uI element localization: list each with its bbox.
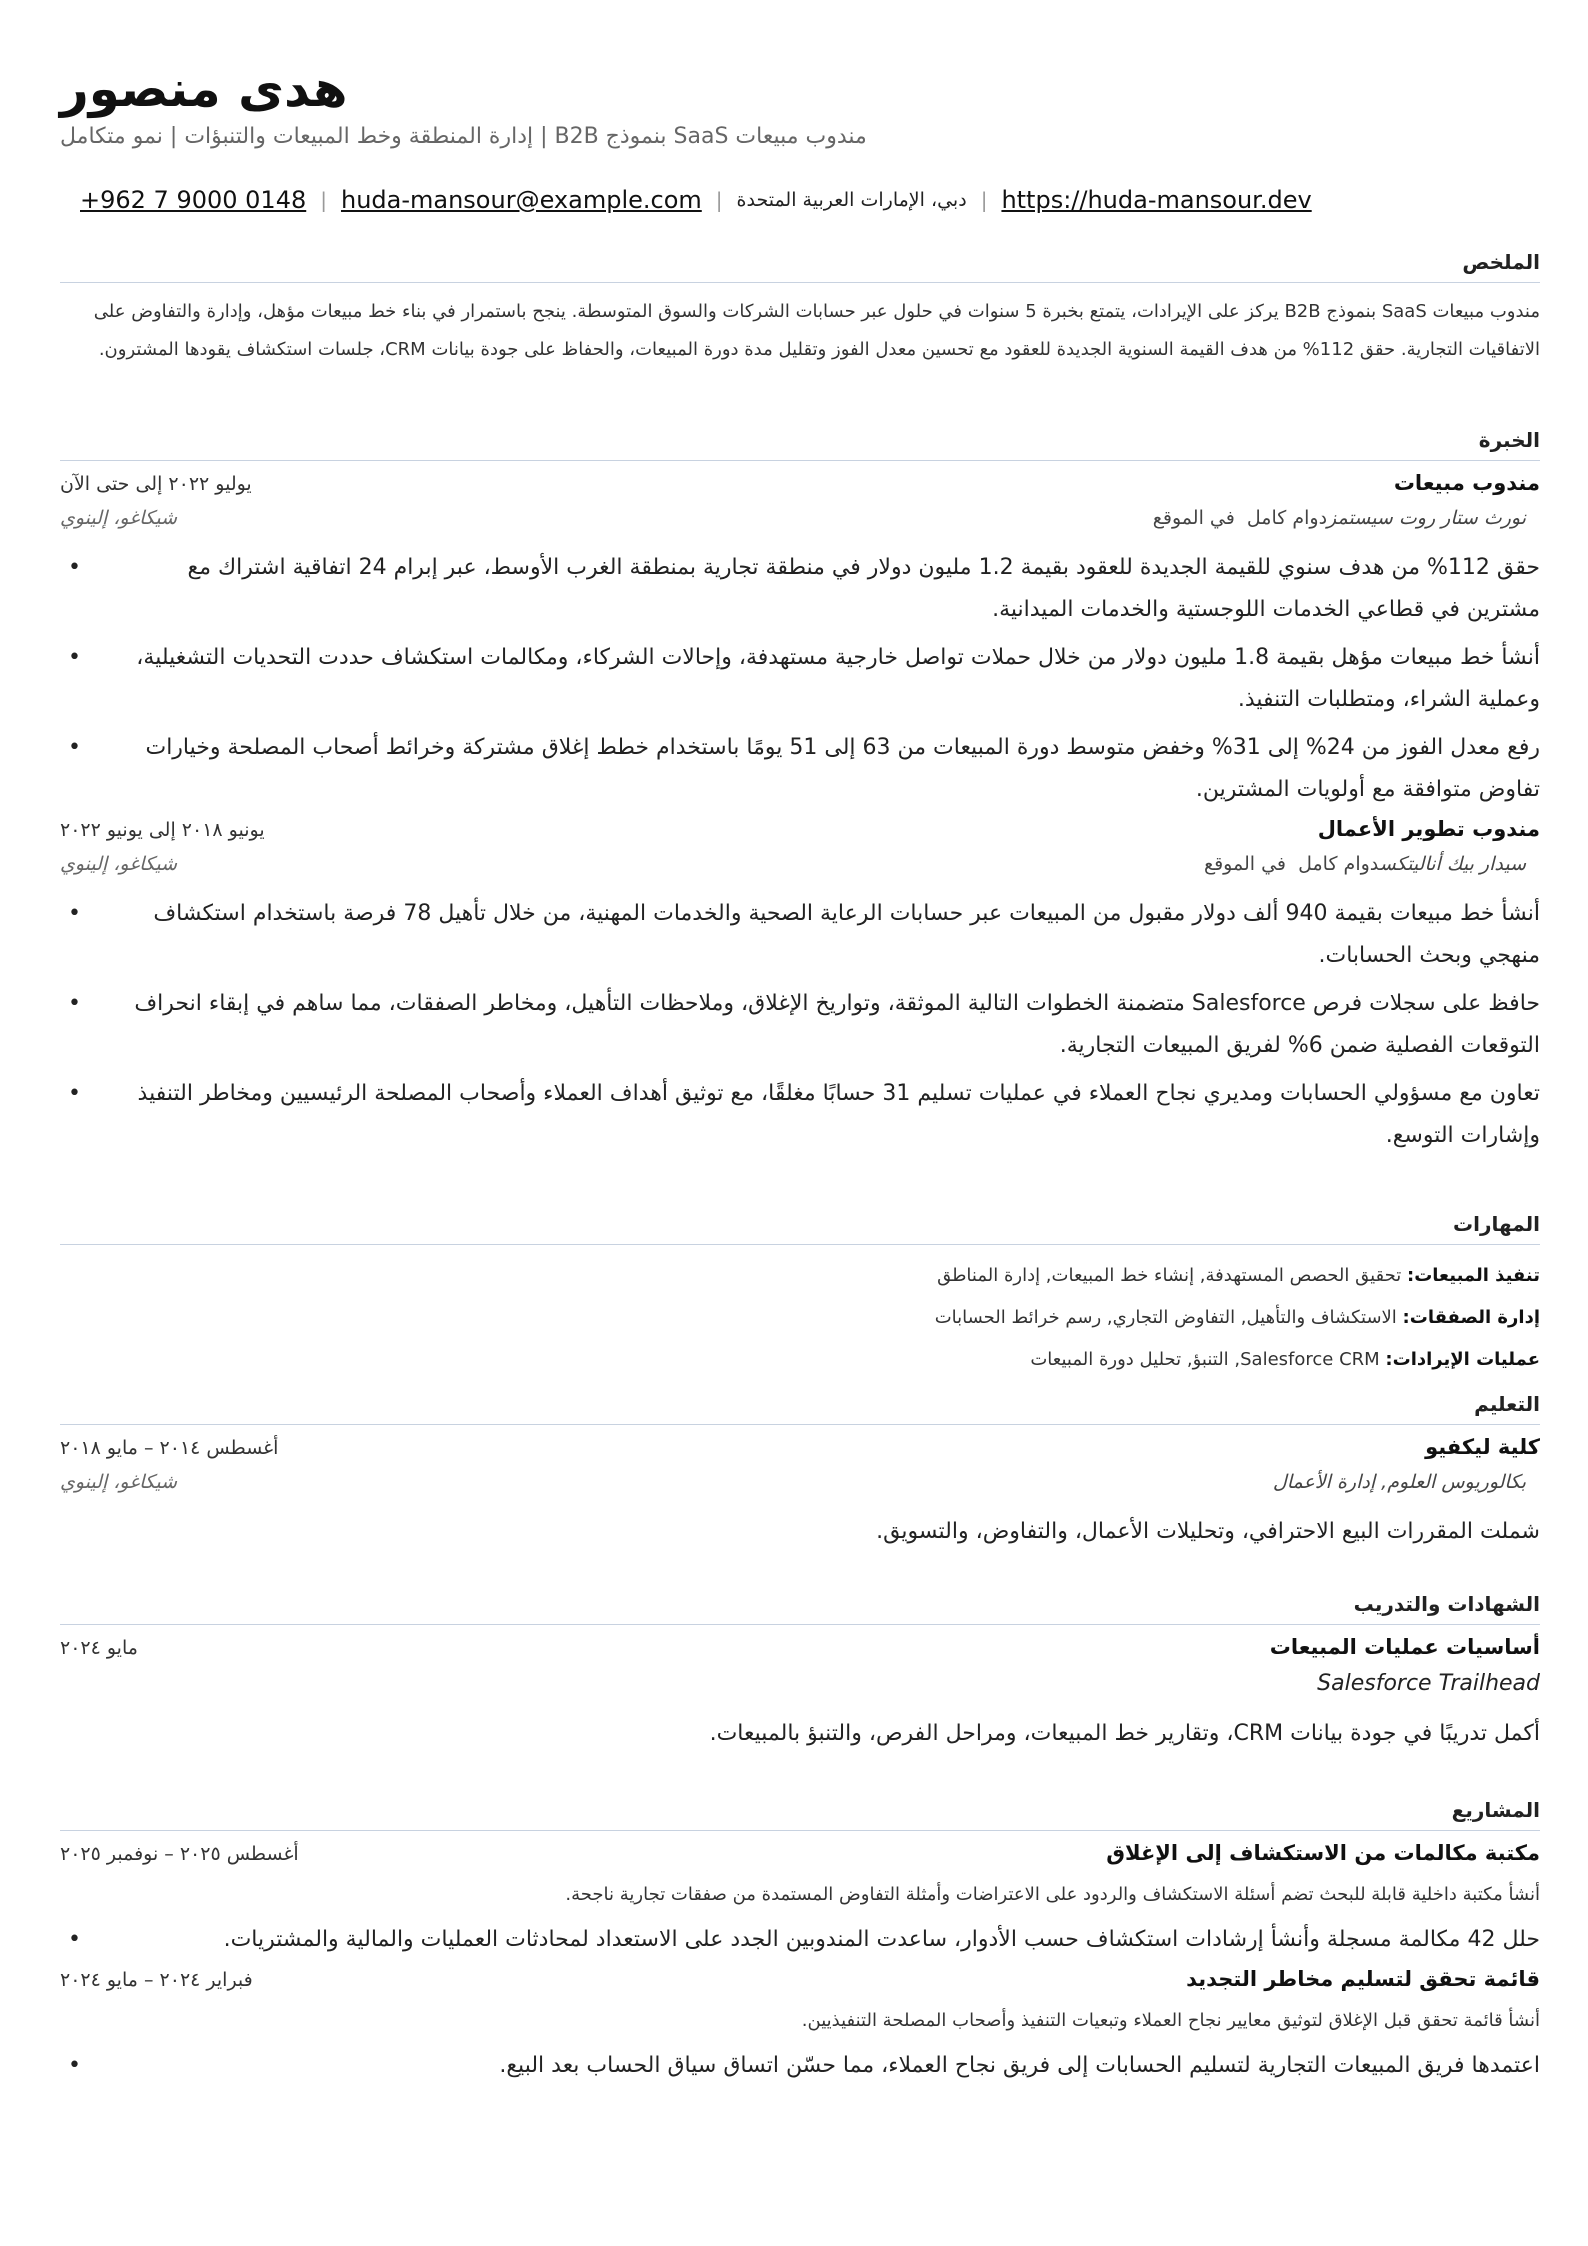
section-title: التعليم [60, 1392, 1540, 1425]
skill-value: Salesforce CRM, التنبؤ, تحليل دورة المبيعات [1030, 1349, 1380, 1370]
job-role: مندوب مبيعات [1393, 471, 1540, 495]
certification-note: أكمل تدريبًا في جودة بيانات CRM، وتقارير خط المبيعات، ومراحل الفرص، والتنبؤ بالمبيعات. [709, 1721, 1540, 1746]
location-text: دبي، الإمارات العربية المتحدة [736, 189, 967, 211]
section-title: الشهادات والتدريب [60, 1592, 1540, 1625]
phone-link[interactable]: +962 7 9000 0148 [80, 186, 307, 214]
job-type: دوام كامل [1298, 853, 1380, 875]
separator: | [980, 188, 988, 212]
email-link[interactable]: huda-mansour@example.com [340, 186, 702, 214]
skill-value: الاستكشاف والتأهيل, التفاوض التجاري, رسم خرائط الحسابات [934, 1307, 1397, 1328]
project-description: أنشأ مكتبة داخلية قابلة للبحث تضم أسئلة الاستكشاف والردود على الاعتراضات وأمثلة التفاوض المستمدة من صفقات تجارية ناجحة. [565, 1884, 1540, 1905]
job-role: مندوب تطوير الأعمال [1317, 817, 1540, 841]
job-date: يوليو ٢٠٢٢ إلى حتى الآن [60, 473, 252, 495]
project-description: أنشأ قائمة تحقق قبل الإغلاق لتوثيق معايير نجاح العملاء وتبعيات التنفيذ وأصحاب المصلحة التنفيذيين. [801, 2010, 1540, 2031]
list-item: • حافظ على سجلات فرص Salesforce متضمنة الخطوات التالية الموثقة، وتواريخ الإغلاق، وملاحظات التأهيل، ومخاطر الصفقات، مما ساهم في إبقاء انحراف التوقعات الفصلية ضمن 6% لفريق المبيعات التجارية. [60, 983, 1540, 1067]
list-item: • أنشأ خط مبيعات مؤهل بقيمة 1.8 مليون دولار من خلال حملات تواصل خارجية مستهدفة، وإحالات الشركاء، ومكالمات استكشاف حددت التحديات التشغيلية، وعملية الشراء، ومتطلبات التنفيذ. [60, 637, 1540, 721]
school-name: كلية ليكفيو [1425, 1435, 1540, 1459]
website-link[interactable]: https://huda-mansour.dev [1001, 186, 1312, 214]
project-date: فبراير ٢٠٢٤ – مايو ٢٠٢٤ [60, 1969, 253, 1991]
separator: | [715, 188, 723, 212]
job-location: شيكاغو، إلينوي [60, 853, 178, 875]
education-note: شملت المقررات البيع الاحترافي، وتحليلات الأعمال، والتفاوض، والتسويق. [876, 1519, 1540, 1544]
skill-label: عمليات الإيرادات: [1385, 1349, 1540, 1370]
list-item: • رفع معدل الفوز من 24% إلى 31% وخفض متوسط دورة المبيعات من 63 إلى 51 يومًا باستخدام خطط إغلاق مشتركة وخرائط أصحاب المصلحة وخيارات تفاوض متوافقة مع أولويات المشترين. [60, 727, 1540, 811]
company-name: سيدار بيك أناليتكس [1379, 853, 1526, 875]
certification-issuer: Salesforce Trailhead [1317, 1671, 1540, 1696]
degree: بكالوريوس العلوم, إدارة الأعمال [1272, 1471, 1526, 1493]
headline: مندوب مبيعات SaaS بنموذج B2B | إدارة المنطقة وخط المبيعات والتنبؤات | نمو متكامل [60, 124, 867, 149]
skill-row [60, 1297, 1540, 1339]
education-date: أغسطس ٢٠١٤ – مايو ٢٠١٨ [60, 1437, 279, 1459]
job-location: شيكاغو، إلينوي [60, 507, 178, 529]
resume-page [60, 40, 1540, 2220]
list-item: • حلل 42 مكالمة مسجلة وأنشأ إرشادات استكشاف حسب الأدوار، ساعدت المندوبين الجدد على الاستعداد لمحادثات العمليات والمالية والمشتريات. [60, 1919, 1540, 1961]
job-company-line [1153, 507, 1526, 529]
skill-label: تنفيذ المبيعات: [1407, 1265, 1540, 1286]
project-entry [60, 1841, 1540, 1961]
company-name: نورث ستار روت سيستمز [1327, 507, 1526, 529]
section-title: الخبرة [60, 428, 1540, 461]
project-entry [60, 1967, 1540, 2087]
skill-label: إدارة الصفقات: [1402, 1307, 1540, 1328]
certifications-section [60, 1592, 1540, 1755]
list-item: • أنشأ خط مبيعات بقيمة 940 ألف دولار مقبول من المبيعات عبر حسابات الرعاية الصحية والخدمات المهنية، من خلال تأهيل 78 فرصة باستخدام استكشاف منهجي وبحث الحسابات. [60, 893, 1540, 977]
certification-name: أساسيات عمليات المبيعات [1269, 1635, 1540, 1659]
job-company-line [1204, 853, 1526, 875]
list-item: • حقق 112% من هدف سنوي للقيمة الجديدة للعقود بقيمة 1.2 مليون دولار في منطقة تجارية بمنطقة الغرب الأوسط، عبر إبرام 24 اتفاقية اشتراك مع مشترين في قطاعي الخدمات اللوجستية والخدمات الميدانية. [60, 547, 1540, 631]
education-location: شيكاغو، إلينوي [60, 1471, 178, 1493]
experience-section [60, 428, 1540, 1163]
project-date: أغسطس ٢٠٢٥ – نوفمبر ٢٠٢٥ [60, 1843, 299, 1865]
summary-text: مندوب مبيعات SaaS بنموذج B2B يركز على الإيرادات، يتمتع بخبرة 5 سنوات في حلول عبر حسابات الشركات والسوق المتوسطة. ينجح باستمرار في بناء خط مبيعات مؤهل، وإدارة والتفاوض على الاتفاقيات التجارية. حقق 112% من هدف القيمة السنوية الجديدة للعقود مع تحسين معدل الفوز وتقليل مدة دورة المبيعات، والحفاظ على جودة بيانات CRM، جلسات استكشاف يقودها المشترون. [93, 301, 1540, 360]
skill-value: تحقيق الحصص المستهدفة, إنشاء خط المبيعات, إدارة المناطق [937, 1265, 1402, 1286]
project-name: مكتبة مكالمات من الاستكشاف إلى الإغلاق [1106, 1841, 1540, 1865]
list-item: • تعاون مع مسؤولي الحسابات ومديري نجاح العملاء في عمليات تسليم 31 حسابًا مغلقًا، مع توثيق أهداف العملاء وأصحاب المصلحة الرئيسيين ومخاطر التنفيذ وإشارات التوسع. [60, 1073, 1540, 1157]
work-mode: في الموقع [1203, 853, 1287, 875]
separator: | [320, 188, 327, 212]
project-name: قائمة تحقق لتسليم مخاطر التجديد [1186, 1967, 1540, 1991]
summary-section [60, 250, 1540, 369]
contact-bar [80, 186, 1540, 214]
job-type: دوام كامل [1246, 507, 1328, 529]
projects-section [60, 1798, 1540, 2093]
section-title: الملخص [60, 250, 1540, 283]
job-date: يونيو ٢٠١٨ إلى يونيو ٢٠٢٢ [60, 819, 265, 841]
certification-date: مايو ٢٠٢٤ [60, 1637, 138, 1659]
candidate-name: هدى منصور [60, 60, 348, 118]
job-entry [60, 471, 1540, 811]
list-item: • اعتمدها فريق المبيعات التجارية لتسليم الحسابات إلى فريق نجاح العملاء، مما حسّن اتساق سياق الحساب بعد البيع. [60, 2045, 1540, 2087]
skill-row [60, 1339, 1540, 1381]
skill-row [60, 1255, 1540, 1297]
section-title: المهارات [60, 1212, 1540, 1245]
skills-section [60, 1212, 1540, 1381]
section-title: المشاريع [60, 1798, 1540, 1831]
work-mode: في الموقع [1152, 507, 1235, 529]
job-entry [60, 817, 1540, 1157]
education-section [60, 1392, 1540, 1553]
